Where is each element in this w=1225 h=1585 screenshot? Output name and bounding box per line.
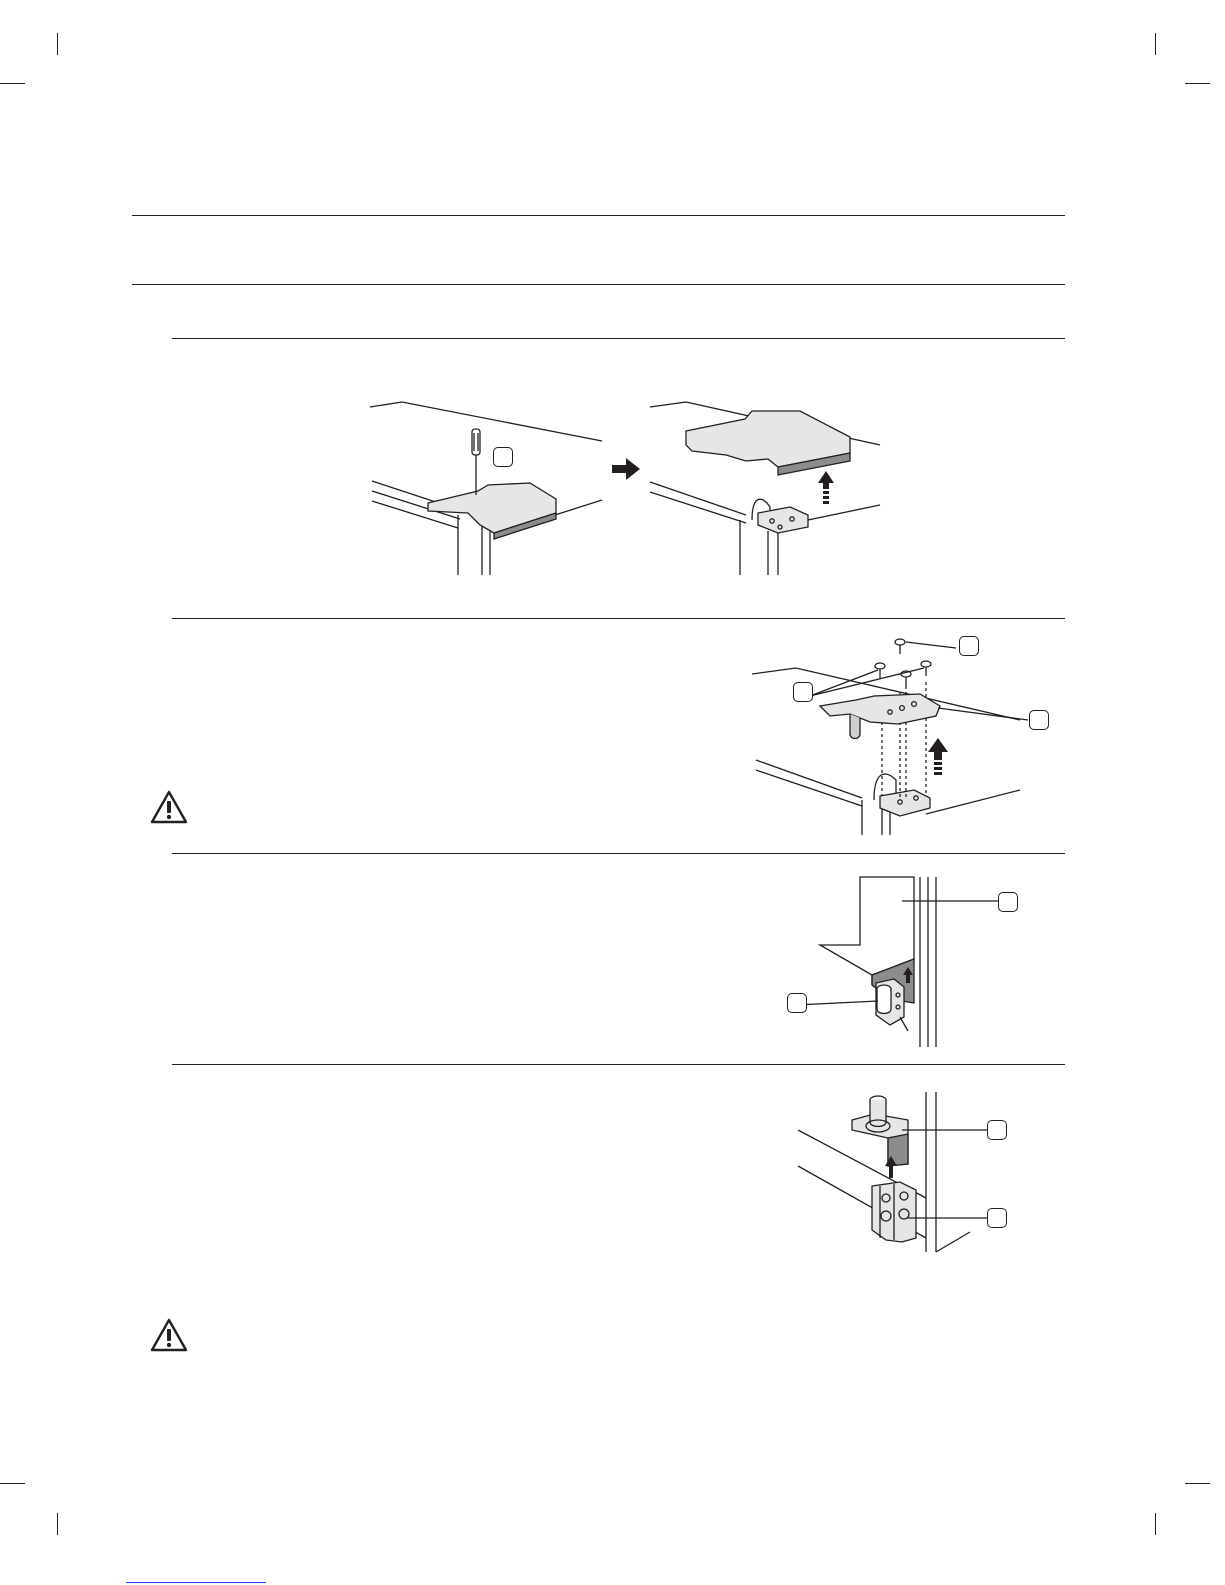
section-rule-2 xyxy=(172,618,1065,619)
crop-mark-br-v xyxy=(1155,1513,1156,1535)
callout-step3-pin xyxy=(787,993,807,1013)
figure-remove-lower-hinge xyxy=(790,1090,1050,1265)
crop-mark-tr-h xyxy=(1185,83,1210,84)
section-rule-4 xyxy=(172,1064,1065,1065)
callout-step2-bolts xyxy=(793,682,813,702)
crop-mark-tl-v xyxy=(57,33,58,55)
callout-step1-a xyxy=(493,447,513,467)
crop-mark-bl-v xyxy=(57,1513,58,1535)
arrow-up-icon xyxy=(928,738,948,775)
callout-step2-screw xyxy=(959,636,979,656)
callout-step4-lower xyxy=(987,1208,1007,1228)
crop-mark-br-h xyxy=(1185,1483,1210,1484)
title-rule-bottom xyxy=(132,284,1065,285)
crop-mark-tr-v xyxy=(1155,33,1156,55)
callout-step2-hinge xyxy=(1029,710,1049,730)
page-title xyxy=(132,232,1065,268)
top-hinge-illustration xyxy=(750,630,1050,835)
section-rule-3 xyxy=(172,853,1065,854)
crop-mark-tl-h xyxy=(0,83,25,84)
arrow-right-icon xyxy=(612,458,640,480)
lower-hinge-illustration xyxy=(790,1090,1050,1265)
hinge-cover-illustration xyxy=(360,395,900,580)
title-rule-top xyxy=(132,215,1065,216)
callout-step3-door xyxy=(998,892,1018,912)
figure-remove-hinge-cover xyxy=(360,395,900,580)
crop-mark-bl-h xyxy=(0,1483,25,1484)
section-rule-1 xyxy=(172,338,1065,339)
figure-remove-top-hinge xyxy=(750,630,1050,835)
link-underline[interactable] xyxy=(126,1582,266,1583)
callout-step4-upper xyxy=(987,1120,1007,1140)
warning-triangle-icon xyxy=(150,790,188,824)
arrow-up-icon xyxy=(818,471,834,504)
warning-triangle-icon xyxy=(150,1318,188,1352)
